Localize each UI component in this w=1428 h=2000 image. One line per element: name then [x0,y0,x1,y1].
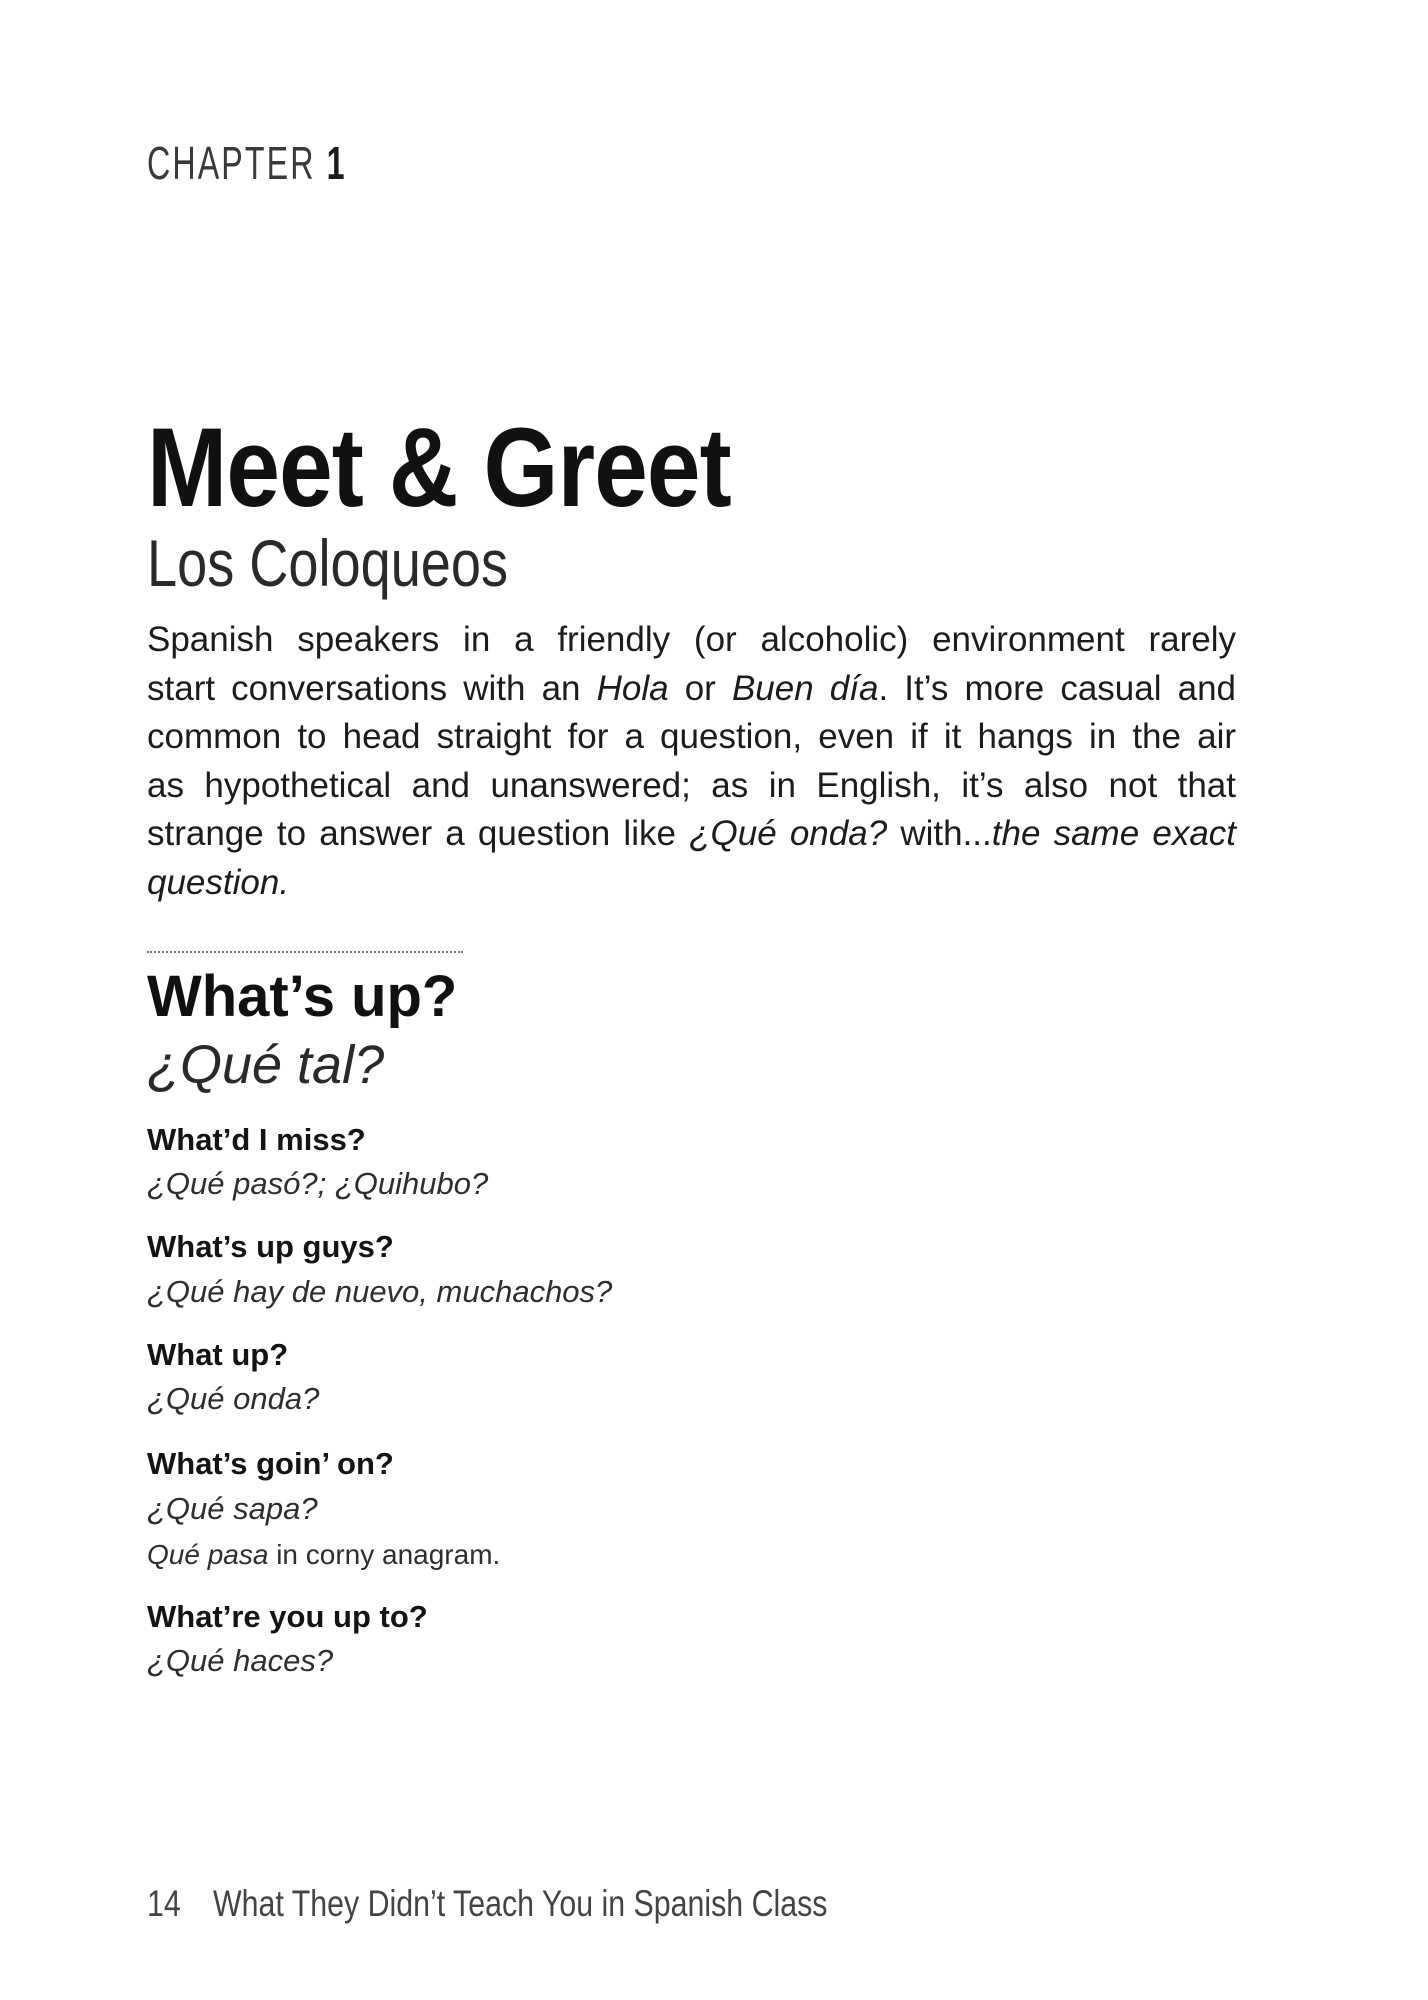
intro-text: as hypothetical and unanswered; as in English, it’s also not that [147,765,1236,805]
phrase-english: What’re you up to? [147,1599,428,1634]
intro-line [147,713,1236,762]
phrase-note-text: in corny anagram. [268,1539,501,1570]
page-number: 14 [147,1883,181,1924]
chapter-title: Meet & Greet [147,405,731,530]
intro-line [147,762,1236,811]
phrase-english: What’s goin’ on? [147,1446,394,1481]
intro-italic-term: Buen día [731,668,879,708]
intro-text: with... [887,814,992,853]
intro-text: . It’s more casual and [878,668,1236,708]
intro-line [147,859,1236,908]
chapter-subtitle: Los Coloqueos [147,526,509,600]
chapter-word: CHAPTER [147,137,316,189]
phrase-spanish: ¿Qué sapa? [147,1491,318,1526]
intro-line [147,665,1236,714]
intro-line [147,616,1236,665]
phrase-english: What up? [147,1337,289,1372]
chapter-number: 1 [326,137,347,189]
phrase-spanish: ¿Qué hay de nuevo, muchachos? [147,1274,613,1309]
section-translation: ¿Qué tal? [147,1035,385,1095]
intro-text: start conversations with an [147,668,597,708]
intro-text: common to head straight for a question, even if it hangs in the air [147,717,1236,756]
running-footer-title: What They Didn’t Teach You in Spanish Class [213,1883,828,1924]
intro-italic-text: the same exact [991,814,1237,853]
phrase-english: What’d I miss? [147,1122,366,1157]
intro-italic-term: ¿Qué onda? [689,814,888,853]
intro-text: or [668,668,732,708]
intro-text: Spanish speakers in a friendly (or alcoholic) environment rarely [147,620,1236,659]
phrase-note [147,1538,500,1572]
section-divider [147,951,463,953]
phrase-spanish: ¿Qué pasó?; ¿Quihubo? [147,1166,489,1201]
intro-text: strange to answer a question like [147,814,690,853]
phrase-note-term: Qué pasa [147,1539,269,1570]
chapter-label [147,137,347,189]
intro-paragraph [147,616,1236,907]
intro-italic-term: Hola [596,668,669,708]
phrase-english: What’s up guys? [147,1229,394,1264]
intro-line [147,810,1236,859]
phrase-spanish: ¿Qué onda? [147,1381,320,1416]
intro-italic-text: question. [147,862,290,902]
section-heading: What’s up? [147,964,458,1029]
phrase-spanish: ¿Qué haces? [147,1643,334,1678]
